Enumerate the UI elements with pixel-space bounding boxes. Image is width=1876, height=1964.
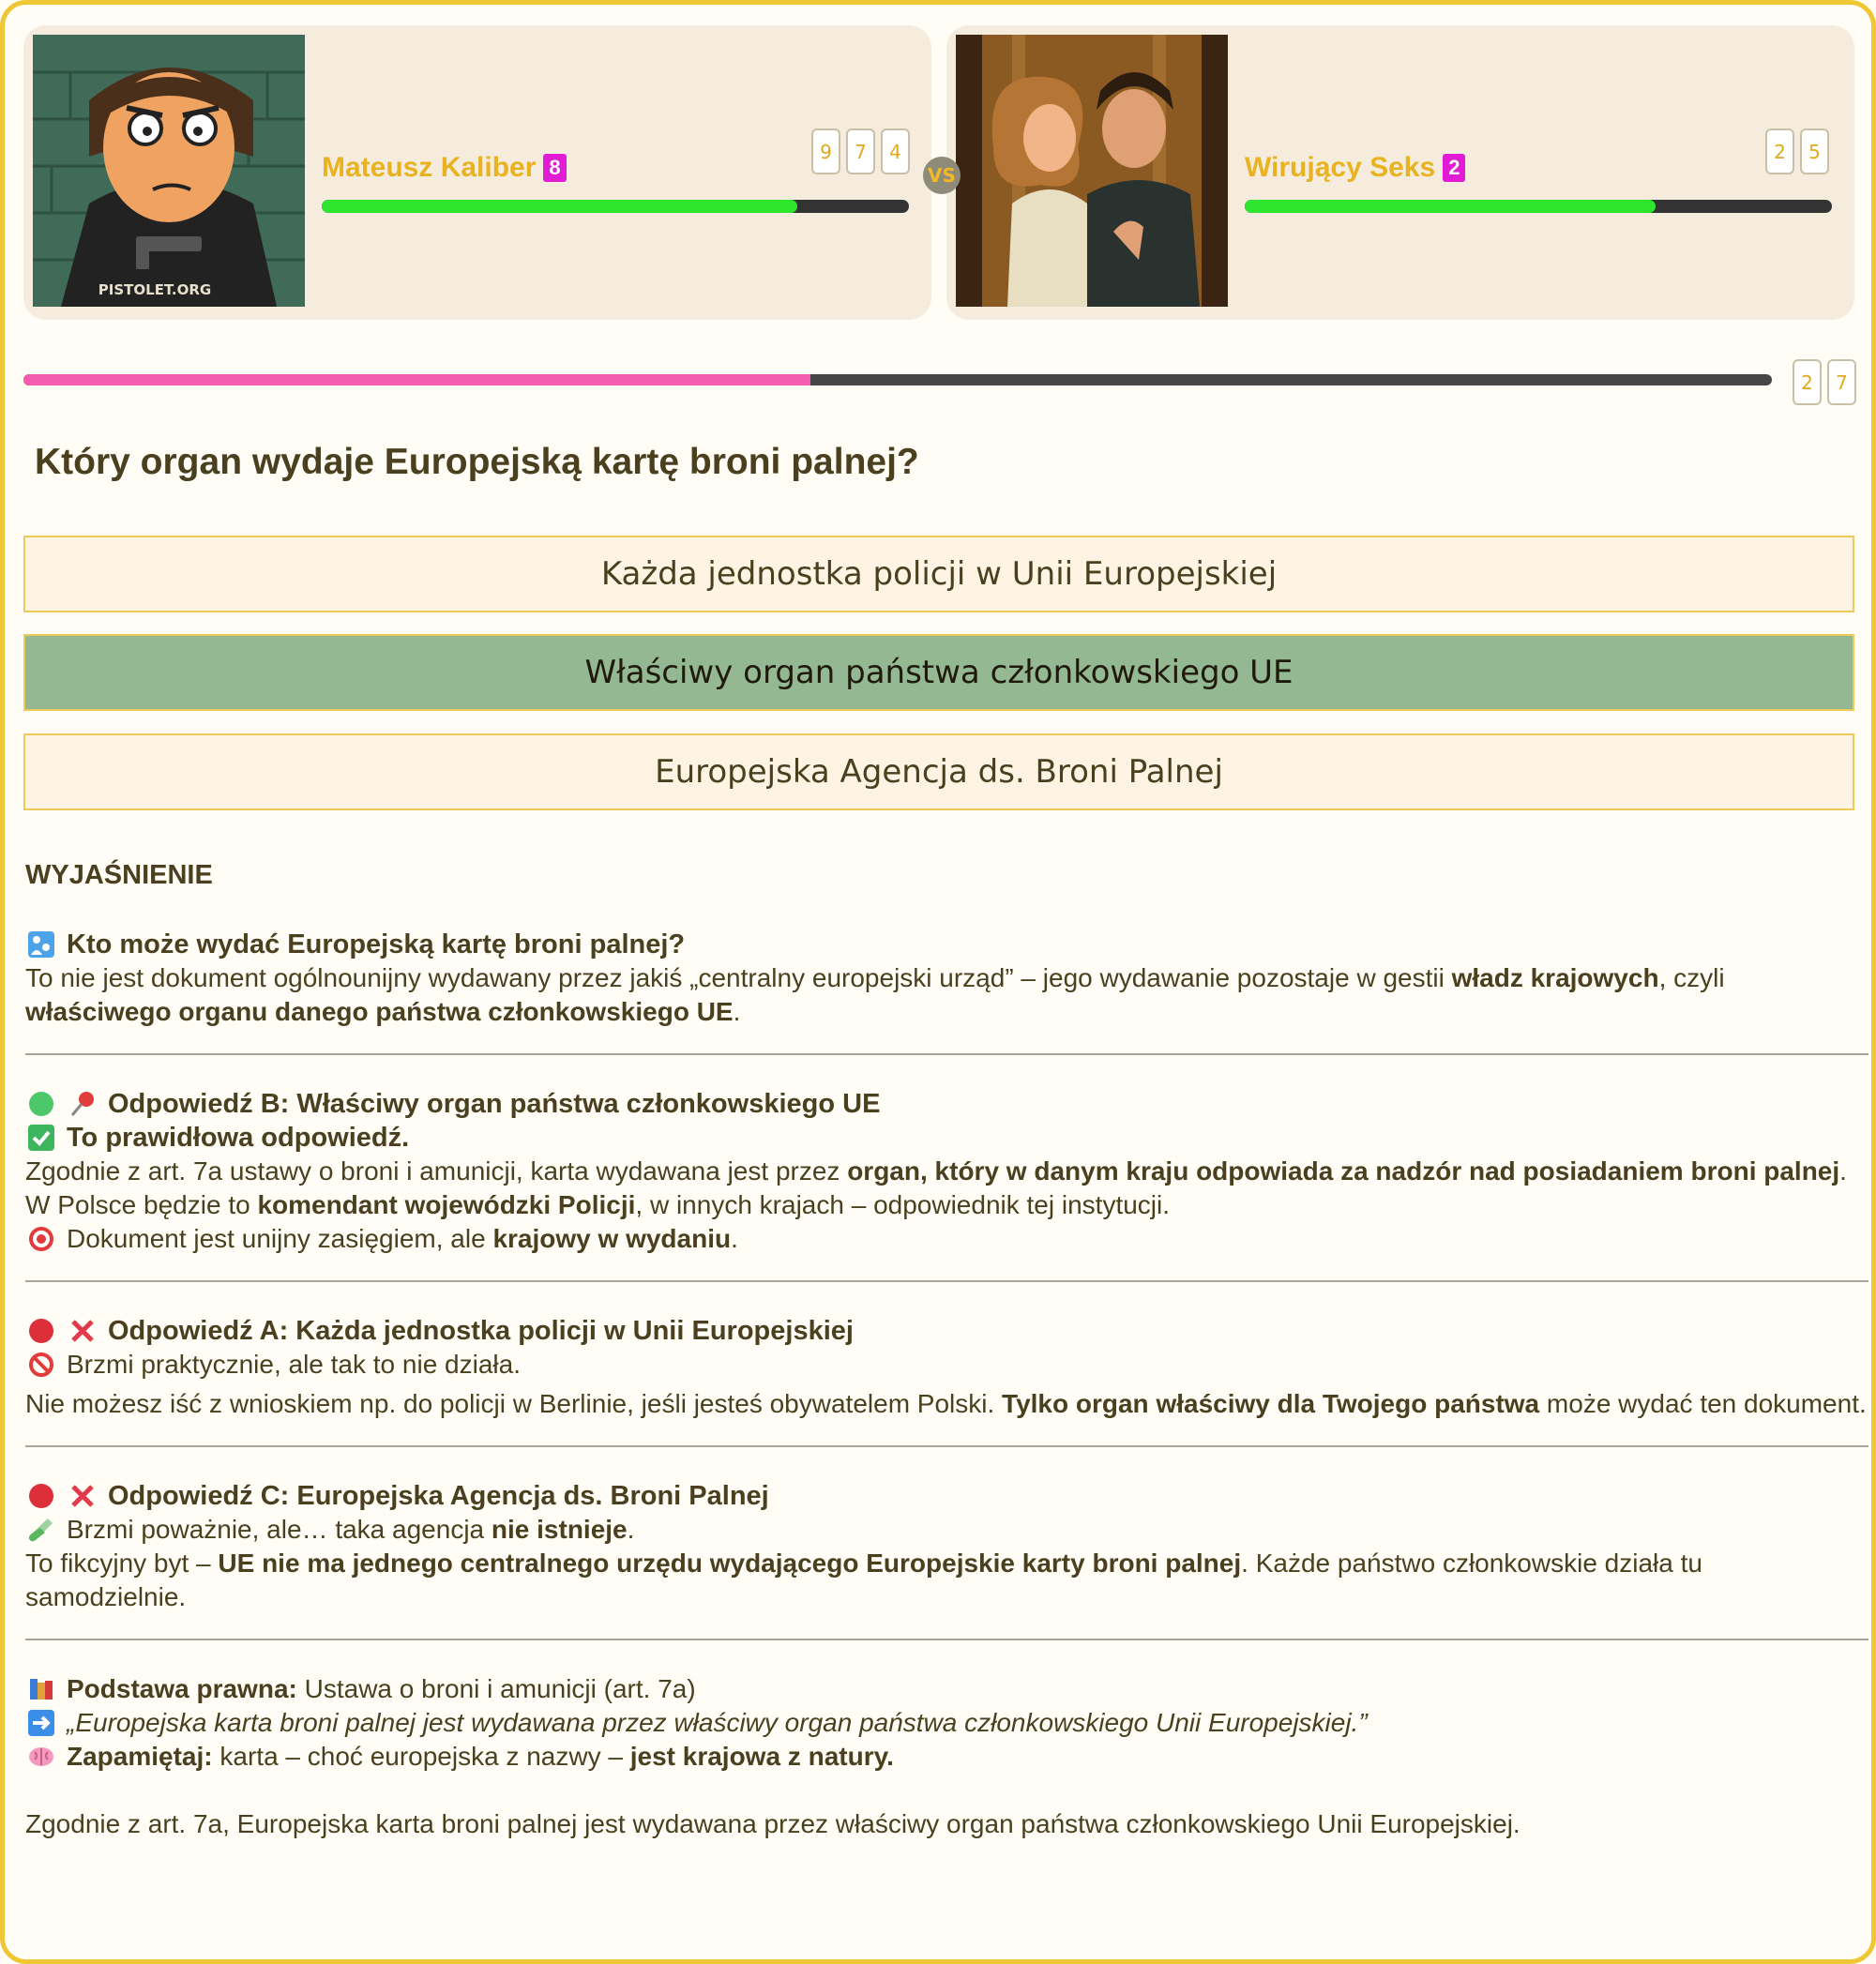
explanation-legal	[25, 1672, 1868, 1774]
brain-icon	[25, 1741, 57, 1773]
player-health-bar-1	[322, 200, 909, 213]
question-progress-bar	[23, 374, 1772, 385]
player-avatar-image-2	[956, 35, 1228, 307]
player-name-text-1: Mateusz Kaliber	[322, 152, 537, 183]
cross-mark-icon	[67, 1315, 98, 1347]
avatar-shirt-text: PISTOLET.ORG	[98, 281, 212, 298]
player-avatar-1	[33, 35, 305, 307]
pushpin-icon	[67, 1088, 98, 1120]
answer-c-heading: Odpowiedź C: Europejska Agencja ds. Broni Palnej	[108, 1481, 769, 1511]
player-health-bar-2	[1245, 200, 1832, 213]
player-name-2	[1245, 152, 1465, 184]
question-text: Który organ wydaje Europejską kartę broni palnej?	[35, 442, 919, 482]
answer-a-line1: Brzmi praktycznie, ale tak to nie działa.	[25, 1348, 1868, 1382]
explanation-summary: Zgodnie z art. 7a, Europejska karta broni palnej jest wydawana przez właściwy organ państwa członkowskiego Unii Europejskiej.	[25, 1809, 1520, 1838]
explanation-answer-c	[25, 1479, 1868, 1639]
score-digit: 7	[846, 128, 875, 174]
player-card-2	[946, 25, 1854, 320]
explanation-title: WYJAŚNIENIE	[25, 860, 213, 890]
target-icon	[25, 1223, 57, 1255]
people-exchange-icon	[25, 929, 57, 960]
divider	[25, 1053, 1868, 1055]
counter-digit: 7	[1827, 359, 1856, 405]
score-digit: 4	[881, 128, 910, 174]
red-circle-icon	[25, 1315, 57, 1347]
score-digit: 5	[1800, 128, 1829, 174]
answer-a-body: Nie możesz iść z wnioskiem np. do policji w Berlinie, jeśli jesteś obywatelem Polski. Tylko organ właściwy dla Twojego państwa może wydać ten dokument.	[25, 1389, 1867, 1418]
divider	[25, 1280, 1868, 1282]
red-circle-icon	[25, 1480, 57, 1512]
intro-heading: Kto może wydać Europejską kartę broni palnej?	[67, 929, 686, 959]
player-level-badge-1: 8	[543, 154, 566, 182]
explanation-answer-b	[25, 1087, 1868, 1280]
answer-option-a[interactable]: Każda jednostka policji w Unii Europejskiej	[23, 536, 1854, 612]
divider	[25, 1639, 1868, 1640]
answer-b-note: Dokument jest unijny zasięgiem, ale krajowy w wydaniu.	[25, 1222, 1868, 1256]
player-score-2	[1765, 128, 1829, 174]
intro-body: To nie jest dokument ogólnounijny wydawany przez jakiś „centralny europejski urząd” – jego wydawanie pozostaje w gestii władz krajowych, czyli właściwego organu danego państwa członkowskiego UE.	[25, 963, 1725, 1026]
answer-a-heading: Odpowiedź A: Każda jednostka policji w Unii Europejskiej	[108, 1316, 854, 1346]
player-health-fill-2	[1245, 200, 1656, 213]
legal-quote: „Europejska karta broni palnej jest wydawana przez właściwy organ państwa członkowskiego Unii Europejskiej.”	[25, 1706, 1868, 1740]
legal-basis: Podstawa prawna: Ustawa o broni i amunicji (art. 7a)	[25, 1672, 1868, 1706]
test-tube-icon	[25, 1514, 57, 1546]
divider	[25, 1445, 1868, 1447]
answer-b-body: Zgodnie z art. 7a ustawy o broni i amunicji, karta wydawana jest przez organ, który w danym kraju odpowiada za nadzór nad posiadaniem broni palnej. W Polsce będzie to komendant wojewódzki Policji, w innych krajach – odpowiednik tej instytucji.	[25, 1156, 1847, 1219]
explanation-answer-a	[25, 1314, 1868, 1445]
answer-option-c[interactable]: Europejska Agencja ds. Broni Palnej	[23, 733, 1854, 810]
player-avatar-image-1	[33, 35, 305, 307]
green-circle-icon	[25, 1088, 57, 1120]
explanation-intro	[25, 928, 1868, 1053]
answer-b-heading: Odpowiedź B: Właściwy organ państwa członkowskiego UE	[108, 1089, 881, 1119]
player-health-fill-1	[322, 200, 797, 213]
books-icon	[25, 1673, 57, 1705]
cross-mark-icon	[67, 1480, 98, 1512]
player-level-badge-2: 2	[1443, 154, 1465, 182]
right-arrow-icon	[25, 1707, 57, 1739]
player-name-1	[322, 152, 567, 184]
answer-c-line1: Brzmi poważnie, ale… taka agencja nie istnieje.	[25, 1513, 1868, 1547]
prohibited-icon	[25, 1349, 57, 1381]
explanation-panel	[25, 858, 1868, 1841]
player-card-1	[23, 25, 931, 320]
vs-badge: VS	[923, 157, 961, 194]
answer-c-body: To fikcyjny byt – UE nie ma jednego centralnego urzędu wydającego Europejskie karty broni palnej. Każde państwo członkowskie działa tu samodzielnie.	[25, 1549, 1702, 1611]
player-avatar-2	[956, 35, 1228, 307]
counter-digit: 2	[1793, 359, 1822, 405]
answer-option-b[interactable]: Właściwy organ państwa członkowskiego UE	[23, 634, 1854, 711]
question-progress-fill	[23, 374, 810, 385]
legal-remember: Zapamiętaj: karta – choć europejska z nazwy – jest krajowa z natury.	[25, 1740, 1868, 1774]
player-score-1	[811, 128, 910, 174]
player-name-text-2: Wirujący Seks	[1245, 152, 1436, 183]
score-digit: 2	[1765, 128, 1794, 174]
answer-b-correct: To prawidłowa odpowiedź.	[67, 1123, 410, 1153]
score-digit: 9	[811, 128, 840, 174]
check-box-icon	[25, 1122, 57, 1154]
question-counter	[1793, 359, 1856, 405]
